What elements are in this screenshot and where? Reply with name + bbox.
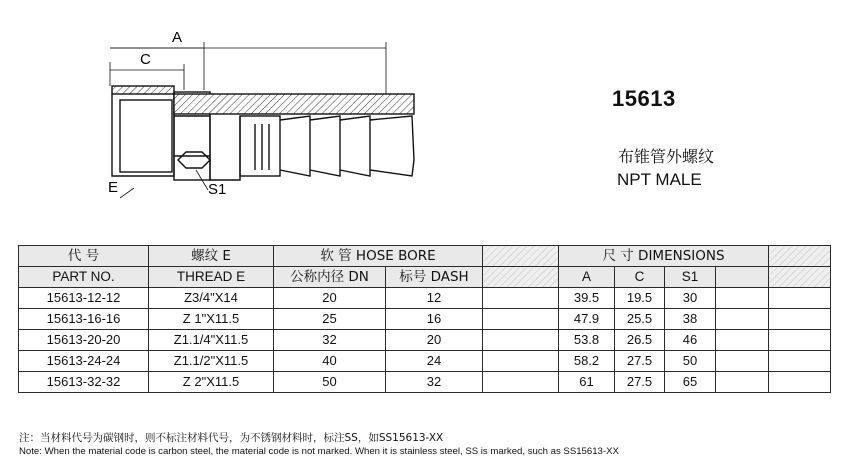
cell-a: 39.5 [559,288,615,309]
cell-dn: 20 [274,288,386,309]
table-row [19,309,831,330]
header-dimensions: 尺 寸 DIMENSIONS [559,246,769,267]
hatched-cell [769,351,831,372]
part-number-title: 15613 [612,86,676,111]
header-dash: 标号 DASH [386,267,483,288]
table-row [19,288,831,309]
note-chinese: 注：当材料代号为碳钢时，则不标注材料代号，为不锈钢材料时，标注SS，如SS15613-XX [19,432,444,444]
hatched-cell [483,372,559,393]
cell-c: 26.5 [615,330,665,351]
hatched-cell [483,246,559,267]
title-english: NPT MALE [617,170,702,189]
header-c: C [615,267,665,288]
cell-dash: 16 [386,309,483,330]
cell-s1: 38 [665,309,716,330]
cell-s1: 30 [665,288,716,309]
spec-table [18,245,831,393]
cell-thread: Z 2"X11.5 [149,372,274,393]
cell-s1: 65 [665,372,716,393]
cell-blank [716,372,769,393]
hatched-cell [483,267,559,288]
cell-part: 15613-32-32 [19,372,149,393]
cell-c: 27.5 [615,351,665,372]
hatched-cell [483,351,559,372]
cell-part: 15613-12-12 [19,288,149,309]
cell-thread: Z1.1/2"X11.5 [149,351,274,372]
cell-dash: 12 [386,288,483,309]
table-row [19,351,831,372]
cell-part: 15613-20-20 [19,330,149,351]
table-row [19,372,831,393]
hatched-cell [769,246,831,267]
cell-dn: 50 [274,372,386,393]
cell-dn: 25 [274,309,386,330]
cell-dash: 20 [386,330,483,351]
cell-blank [716,309,769,330]
fitting-drawing [90,20,440,210]
cell-blank [716,288,769,309]
hatched-cell [769,330,831,351]
cell-dash: 32 [386,372,483,393]
cell-a: 47.9 [559,309,615,330]
dim-a-label: A [172,29,183,46]
hatched-cell [483,330,559,351]
header-thread: 螺纹 E [149,246,274,267]
dim-e-label: E [108,179,119,196]
cell-c: 19.5 [615,288,665,309]
header-blank [716,267,769,288]
cell-dn: 32 [274,330,386,351]
cell-a: 53.8 [559,330,615,351]
note-english: Note: When the material code is carbon steel, the material code is not marked. When it is stainless steel, SS is marked, such as SS15613-XX [19,446,619,457]
dim-s1-label: S1 [208,181,227,198]
cell-s1: 50 [665,351,716,372]
hatched-cell [483,309,559,330]
cell-s1: 46 [665,330,716,351]
hatched-cell [769,267,831,288]
header-nominal-dn: 公称内径 DN [274,267,386,288]
cell-blank [716,330,769,351]
cell-a: 61 [559,372,615,393]
header-hose-bore: 软 管 HOSE BORE [274,246,483,267]
table-row [19,330,831,351]
cell-thread: Z3/4"X14 [149,288,274,309]
cell-a: 58.2 [559,351,615,372]
cell-blank [716,351,769,372]
cell-thread: Z 1"X11.5 [149,309,274,330]
header-a: A [559,267,615,288]
hatched-cell [483,288,559,309]
cell-dash: 24 [386,351,483,372]
cell-dn: 40 [274,351,386,372]
dim-c-label: C [140,51,151,68]
title-chinese: 布锥管外螺纹 [618,147,715,166]
header-row-2 [19,267,831,288]
cell-part: 15613-16-16 [19,309,149,330]
hatched-cell [769,309,831,330]
header-thread-e: THREAD E [149,267,274,288]
header-part-no: PART NO. [19,267,149,288]
cell-part: 15613-24-24 [19,351,149,372]
hatched-cell [769,288,831,309]
cell-c: 27.5 [615,372,665,393]
header-code: 代 号 [19,246,149,267]
cell-c: 25.5 [615,309,665,330]
hatched-cell [769,372,831,393]
header-row-1 [19,246,831,267]
header-s1: S1 [665,267,716,288]
cell-thread: Z1.1/4"X11.5 [149,330,274,351]
